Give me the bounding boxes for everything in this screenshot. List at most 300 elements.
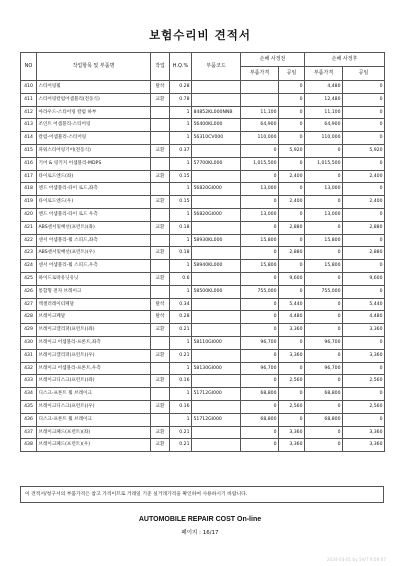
row-after-labor: 3,360 — [343, 349, 385, 362]
row-after-labor: 0 — [343, 106, 385, 119]
row-before-labor: 0 — [279, 362, 305, 375]
row-code: 58110GI000 — [192, 336, 241, 349]
row-before-labor: 0 — [279, 132, 305, 145]
row-item: 엔드 어셈블리-타이 로드,좌측 — [37, 183, 151, 196]
table-row — [21, 439, 385, 452]
row-after-labor: 0 — [343, 208, 385, 221]
row-before-labor: 0 — [279, 285, 305, 298]
table-row — [21, 324, 385, 337]
row-after-labor: 4,480 — [343, 311, 385, 324]
row-no: 412 — [21, 106, 37, 119]
row-no: 430 — [21, 336, 37, 349]
row-no: 421 — [21, 221, 37, 234]
row-after-price: 0 — [305, 221, 343, 234]
row-code — [192, 272, 241, 285]
row-code: 56820GI000 — [192, 183, 241, 196]
row-item: ABS센서및배선(프런트)(우) — [37, 247, 151, 260]
row-after-labor: 9,600 — [343, 272, 385, 285]
row-hq: 0.18 — [170, 221, 192, 234]
row-no: 417 — [21, 170, 37, 183]
row-before-price: 755,000 — [241, 285, 279, 298]
row-hq: 1 — [170, 234, 192, 247]
row-item: 아라우드-스티어링 칼럼 하부 — [37, 106, 151, 119]
row-work: 교환 — [151, 196, 170, 209]
row-item: 브레이크페달 — [37, 311, 151, 324]
row-before-labor: 5,440 — [279, 298, 305, 311]
row-before-price: 0 — [241, 221, 279, 234]
row-after-labor: 0 — [343, 119, 385, 132]
row-hq: 0.21 — [170, 324, 192, 337]
row-code: 56820GI000 — [192, 208, 241, 221]
row-work — [151, 234, 170, 247]
row-after-price: 13,000 — [305, 208, 343, 221]
row-after-price: 0 — [305, 298, 343, 311]
row-before-labor: 9,600 — [279, 272, 305, 285]
row-code: 51712GI000 — [192, 413, 241, 426]
row-code: 58930KL000 — [192, 234, 241, 247]
estimate-table — [20, 52, 385, 452]
row-hq: 0.21 — [170, 349, 192, 362]
row-after-labor: 2,400 — [343, 196, 385, 209]
row-before-price: 13,000 — [241, 183, 279, 196]
row-item: 엔드 어셈블리-타이 로드 우측 — [37, 208, 151, 221]
row-hq: 0.37 — [170, 144, 192, 157]
row-before-labor: 0 — [279, 260, 305, 273]
row-no: 431 — [21, 349, 37, 362]
row-after-labor: 0 — [343, 157, 385, 170]
row-before-labor: 3,360 — [279, 349, 305, 362]
row-hq: 1 — [170, 119, 192, 132]
row-before-labor: 0 — [279, 183, 305, 196]
row-item: 브레이크디스크(프런트)(우) — [37, 400, 151, 413]
row-work — [151, 260, 170, 273]
row-no: 414 — [21, 132, 37, 145]
table-row — [21, 285, 385, 298]
row-before-price: 68,800 — [241, 388, 279, 401]
row-item: 브레이크디스크(프런트)(좌) — [37, 375, 151, 388]
row-before-price: 0 — [241, 349, 279, 362]
row-after-price: 0 — [305, 144, 343, 157]
row-item: 센서 어셈블리-휠 스피드,좌측 — [37, 234, 151, 247]
row-no: 428 — [21, 311, 37, 324]
row-code — [192, 375, 241, 388]
row-no: 433 — [21, 375, 37, 388]
row-no: 434 — [21, 388, 37, 401]
row-work — [151, 157, 170, 170]
row-work: 교환 — [151, 93, 170, 106]
header-work: 작업 — [151, 53, 170, 81]
row-code — [192, 81, 241, 94]
row-after-price: 0 — [305, 247, 343, 260]
row-after-labor: 0 — [343, 336, 385, 349]
row-before-price — [241, 93, 279, 106]
row-code: 84852KL000NNB — [192, 106, 241, 119]
row-hq: 0.21 — [170, 426, 192, 439]
table-row — [21, 132, 385, 145]
row-work: 교환 — [151, 221, 170, 234]
row-before-price: 0 — [241, 196, 279, 209]
row-before-price: 0 — [241, 272, 279, 285]
row-code — [192, 349, 241, 362]
table-row — [21, 362, 385, 375]
row-no: 423 — [21, 247, 37, 260]
row-after-price: 0 — [305, 426, 343, 439]
row-before-labor: 0 — [279, 157, 305, 170]
row-no: 419 — [21, 196, 37, 209]
row-before-labor: 2,560 — [279, 375, 305, 388]
row-after-labor: 3,360 — [343, 439, 385, 452]
row-before-labor: 2,400 — [279, 170, 305, 183]
row-before-price: 0 — [241, 324, 279, 337]
row-after-labor: 0 — [343, 183, 385, 196]
row-before-price: 0 — [241, 170, 279, 183]
row-before-labor: 3,360 — [279, 324, 305, 337]
footer-title: AUTOMOBILE REPAIR COST On-line — [138, 516, 262, 523]
row-code — [192, 221, 241, 234]
row-before-labor: 0 — [279, 388, 305, 401]
row-code — [192, 247, 241, 260]
row-hq: 1 — [170, 388, 192, 401]
table-row — [21, 400, 385, 413]
row-item: ABS센서및배선(프런트)(좌) — [37, 221, 151, 234]
row-after-labor: 0 — [343, 93, 385, 106]
row-before-price: 0 — [241, 298, 279, 311]
row-no: 427 — [21, 298, 37, 311]
row-no: 437 — [21, 426, 37, 439]
row-work: 교환 — [151, 324, 170, 337]
row-after-price: 15,800 — [305, 260, 343, 273]
row-before-price: 96,700 — [241, 336, 279, 349]
row-before-labor: 0 — [279, 81, 305, 94]
row-work: 교환 — [151, 375, 170, 388]
row-hq: 1 — [170, 132, 192, 145]
row-after-price: 0 — [305, 324, 343, 337]
row-work: 교환 — [151, 349, 170, 362]
header-no: NO — [21, 53, 37, 81]
row-after-price: 4,480 — [305, 81, 343, 94]
row-hq: 1 — [170, 336, 192, 349]
row-hq: 1 — [170, 106, 192, 119]
row-item: 타이로드엔드(우) — [37, 196, 151, 209]
row-before-price — [241, 81, 279, 94]
row-work — [151, 208, 170, 221]
row-after-price: 0 — [305, 196, 343, 209]
row-no: 436 — [21, 413, 37, 426]
table-row — [21, 208, 385, 221]
row-work: 교환 — [151, 400, 170, 413]
row-item: 디스크-프론트 휠 브레이크 — [37, 413, 151, 426]
row-after-price: 0 — [305, 272, 343, 285]
row-after-labor: 5,440 — [343, 298, 385, 311]
row-hq: 0.15 — [170, 196, 192, 209]
row-work — [151, 336, 170, 349]
row-code: 56400KL000 — [192, 119, 241, 132]
row-hq: 1 — [170, 183, 192, 196]
row-after-labor: 0 — [343, 234, 385, 247]
header-before-price: 부품가격 — [241, 67, 279, 81]
row-after-price: 0 — [305, 349, 343, 362]
row-after-price: 13,000 — [305, 183, 343, 196]
row-code: 57700KL000 — [192, 157, 241, 170]
row-before-price: 0 — [241, 439, 279, 452]
row-after-price: 0 — [305, 170, 343, 183]
table-row — [21, 234, 385, 247]
table-row — [21, 93, 385, 106]
row-work — [151, 132, 170, 145]
row-after-labor: 2,880 — [343, 221, 385, 234]
row-work: 교환 — [151, 439, 170, 452]
row-item: 하이드로락유닛유닛 — [37, 272, 151, 285]
row-before-price: 1,015,500 — [241, 157, 279, 170]
row-work: 탈착 — [151, 81, 170, 94]
row-hq: 0.6 — [170, 272, 192, 285]
row-code — [192, 311, 241, 324]
row-no: 438 — [21, 439, 37, 452]
row-hq: 1 — [170, 260, 192, 273]
row-work — [151, 119, 170, 132]
table-row — [21, 144, 385, 157]
row-no: 418 — [21, 183, 37, 196]
row-hq: 0.18 — [170, 247, 192, 260]
row-before-price: 0 — [241, 400, 279, 413]
table-row — [21, 247, 385, 260]
row-after-labor: 0 — [343, 362, 385, 375]
row-code — [192, 196, 241, 209]
header-hq: H.Q.% — [170, 53, 192, 81]
row-after-labor: 2,560 — [343, 375, 385, 388]
row-work — [151, 106, 170, 119]
header-after: 손해 사정후 — [305, 53, 385, 67]
row-item: 기어 & 링키지 어셈블리-MDPS — [37, 157, 151, 170]
row-work: 탈착 — [151, 298, 170, 311]
row-code — [192, 400, 241, 413]
row-no: 424 — [21, 260, 37, 273]
row-before-price: 64,900 — [241, 119, 279, 132]
header-after-labor: 공임 — [343, 67, 385, 81]
row-before-price: 13,000 — [241, 208, 279, 221]
table-row — [21, 157, 385, 170]
table-row — [21, 375, 385, 388]
row-hq: 1 — [170, 208, 192, 221]
row-before-price: 11,100 — [241, 106, 279, 119]
row-after-price: 110,000 — [305, 132, 343, 145]
row-after-price: 12,480 — [305, 93, 343, 106]
row-item: 칼럼-어셈블리-스티어링 — [37, 132, 151, 145]
row-item: 액셀러레이터페달 — [37, 298, 151, 311]
row-code — [192, 170, 241, 183]
row-before-labor: 2,880 — [279, 247, 305, 260]
row-no: 435 — [21, 400, 37, 413]
row-item: 브레이크캘리퍼(프런트)(좌) — [37, 324, 151, 337]
row-before-price: 0 — [241, 375, 279, 388]
row-before-labor: 0 — [279, 336, 305, 349]
row-before-price: 15,800 — [241, 234, 279, 247]
row-hq: 0.28 — [170, 311, 192, 324]
row-before-price: 0 — [241, 144, 279, 157]
page-number: 페이지 : 16/17 — [181, 530, 219, 536]
row-before-labor: 3,360 — [279, 439, 305, 452]
row-no: 413 — [21, 119, 37, 132]
row-before-price: 68,800 — [241, 413, 279, 426]
row-before-labor: 2,880 — [279, 221, 305, 234]
table-row — [21, 413, 385, 426]
table-row — [21, 119, 385, 132]
row-hq: 1 — [170, 413, 192, 426]
table-row — [21, 388, 385, 401]
row-no: 420 — [21, 208, 37, 221]
row-no: 415 — [21, 144, 37, 157]
row-before-labor: 0 — [279, 413, 305, 426]
row-after-price: 68,800 — [305, 413, 343, 426]
row-work: 교환 — [151, 247, 170, 260]
row-hq: 0.21 — [170, 439, 192, 452]
row-after-price: 64,900 — [305, 119, 343, 132]
row-code: 58940KL000 — [192, 260, 241, 273]
row-after-labor: 0 — [343, 260, 385, 273]
row-hq: 1 — [170, 157, 192, 170]
row-item: 조인트 어셈블리-스티어링 — [37, 119, 151, 132]
row-item: 센서 어셈블리-휠 스피드,우측 — [37, 260, 151, 273]
row-before-labor: 0 — [279, 234, 305, 247]
row-after-labor: 3,360 — [343, 324, 385, 337]
row-no: 410 — [21, 81, 37, 94]
row-code: 58130GI000 — [192, 362, 241, 375]
row-before-labor: 0 — [279, 208, 305, 221]
row-no: 429 — [21, 324, 37, 337]
row-item: 스티어링칼럼어셈블리(전동식) — [37, 93, 151, 106]
header-after-price: 부품가격 — [305, 67, 343, 81]
row-code: 58500KL000 — [192, 285, 241, 298]
row-after-price: 0 — [305, 400, 343, 413]
header-item: 작업항목 및 부품명 — [37, 53, 151, 81]
row-no: 426 — [21, 285, 37, 298]
row-after-labor: 0 — [343, 388, 385, 401]
header-before-labor: 공임 — [279, 67, 305, 81]
table-row — [21, 272, 385, 285]
row-item: 브레이크 어셈블리-프론트,좌측 — [37, 336, 151, 349]
row-item: 브레이크패드(프런트)(우) — [37, 439, 151, 452]
row-code — [192, 426, 241, 439]
table-row — [21, 221, 385, 234]
table-row — [21, 349, 385, 362]
row-after-labor: 0 — [343, 132, 385, 145]
table-row — [21, 81, 385, 94]
row-before-labor: 2,560 — [279, 400, 305, 413]
row-before-labor: 0 — [279, 119, 305, 132]
row-before-labor: 2,400 — [279, 196, 305, 209]
row-hq: 0.28 — [170, 81, 192, 94]
row-code — [192, 324, 241, 337]
header-code: 부품코드 — [192, 53, 241, 81]
row-hq: 0.34 — [170, 298, 192, 311]
row-code — [192, 298, 241, 311]
price-note: 이 견적서/청구서의 부품가격은 참고 가격이므로 거래일 기준 실거래가격을 확인하여 사용하시기 바랍니다. — [20, 486, 384, 503]
row-work — [151, 183, 170, 196]
row-no: 416 — [21, 157, 37, 170]
row-after-price: 755,000 — [305, 285, 343, 298]
row-after-price: 68,800 — [305, 388, 343, 401]
row-item: 브레이크패드(프런트)(좌) — [37, 426, 151, 439]
row-after-price: 15,800 — [305, 234, 343, 247]
row-hq: 0.78 — [170, 93, 192, 106]
row-no: 411 — [21, 93, 37, 106]
row-item: 타이로드엔드(좌) — [37, 170, 151, 183]
header-before: 손해 사정전 — [241, 53, 305, 67]
row-no: 432 — [21, 362, 37, 375]
row-before-price: 110,000 — [241, 132, 279, 145]
row-before-labor: 4,480 — [279, 311, 305, 324]
row-after-price: 11,100 — [305, 106, 343, 119]
row-code — [192, 93, 241, 106]
row-after-price: 0 — [305, 439, 343, 452]
row-work: 교환 — [151, 144, 170, 157]
row-before-labor: 5,920 — [279, 144, 305, 157]
row-work: 교환 — [151, 170, 170, 183]
document-title: 보험수리비 견적서 — [149, 28, 251, 42]
row-after-price: 1,015,500 — [305, 157, 343, 170]
row-code: 56310CV000 — [192, 132, 241, 145]
row-work: 교환 — [151, 426, 170, 439]
row-item: 브레이크캘리퍼(프런트)(우) — [37, 349, 151, 362]
row-hq: 0.16 — [170, 375, 192, 388]
row-after-price: 0 — [305, 311, 343, 324]
table-row — [21, 170, 385, 183]
row-hq: 1 — [170, 362, 192, 375]
row-before-price: 15,800 — [241, 260, 279, 273]
row-item: 브레이크 어셈블리-프론트,우측 — [37, 362, 151, 375]
row-after-labor: 0 — [343, 81, 385, 94]
row-work — [151, 362, 170, 375]
row-item: 통합형 전자 브레이크 — [37, 285, 151, 298]
row-after-labor: 3,360 — [343, 426, 385, 439]
row-item: 파워스티어링기어(전동식) — [37, 144, 151, 157]
row-before-price: 0 — [241, 426, 279, 439]
row-after-labor: 2,400 — [343, 170, 385, 183]
table-row — [21, 183, 385, 196]
row-item: 디스크-프론트 휠 브레이크 — [37, 388, 151, 401]
row-work — [151, 285, 170, 298]
row-code — [192, 144, 241, 157]
row-code — [192, 439, 241, 452]
print-watermark: 2024-03-01 by 5A/T 9:59:07 — [326, 557, 386, 562]
row-after-price: 96,700 — [305, 336, 343, 349]
row-before-labor: 3,360 — [279, 426, 305, 439]
row-hq: 0.16 — [170, 400, 192, 413]
row-before-price: 96,700 — [241, 362, 279, 375]
row-item: 스티어링휠 — [37, 81, 151, 94]
row-code: 51712GI000 — [192, 388, 241, 401]
row-work — [151, 388, 170, 401]
row-after-labor: 2,880 — [343, 247, 385, 260]
row-after-labor: 0 — [343, 285, 385, 298]
row-no: 422 — [21, 234, 37, 247]
row-after-price: 0 — [305, 375, 343, 388]
row-work: 탈착 — [151, 311, 170, 324]
row-work — [151, 413, 170, 426]
row-work: 교환 — [151, 272, 170, 285]
table-row — [21, 311, 385, 324]
row-before-price: 0 — [241, 247, 279, 260]
table-row — [21, 196, 385, 209]
table-row — [21, 298, 385, 311]
table-row — [21, 106, 385, 119]
row-after-labor: 0 — [343, 413, 385, 426]
table-row — [21, 426, 385, 439]
row-hq: 0.15 — [170, 170, 192, 183]
table-row — [21, 336, 385, 349]
row-hq: 1 — [170, 285, 192, 298]
row-before-labor: 0 — [279, 106, 305, 119]
